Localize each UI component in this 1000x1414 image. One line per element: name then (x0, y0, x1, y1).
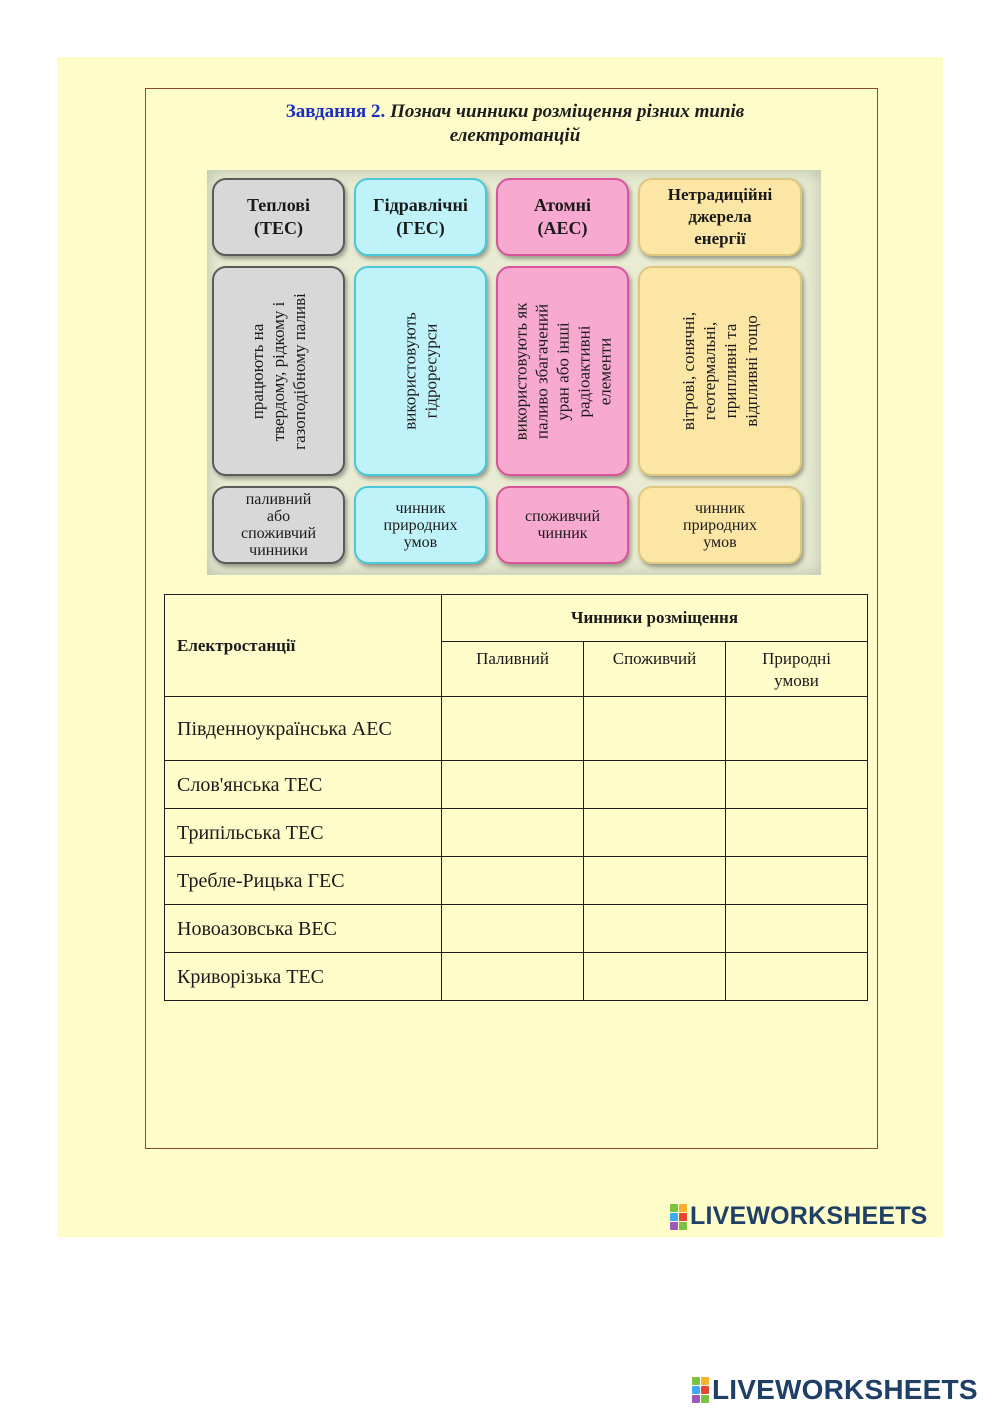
description-line: припливні та (720, 323, 740, 419)
description-line: працюють на (248, 323, 268, 419)
power-plant-types-diagram (207, 170, 821, 575)
answer-cell[interactable] (584, 905, 726, 953)
table-row (165, 761, 868, 809)
description-line: використовують (400, 312, 420, 430)
liveworksheets-logo-icon (692, 1377, 709, 1403)
answer-cell[interactable] (584, 857, 726, 905)
table-row (165, 857, 868, 905)
station-name: Південноукраїнська АЕС (165, 697, 442, 761)
header-line: джерела (688, 207, 752, 226)
description-line: уран або інші (553, 321, 572, 421)
description-line: елементи (595, 337, 614, 405)
description-line: використовують як (511, 302, 530, 440)
factor-column-header: Природні умови (726, 642, 868, 697)
table-row (165, 905, 868, 953)
header-hydro (354, 178, 487, 256)
station-column-header: Електростанції (165, 595, 442, 697)
station-name: Новоазовська ВЕС (165, 905, 442, 953)
factors-group-header: Чинники розміщення (442, 595, 868, 642)
task-label: Завдання 2. (285, 101, 386, 122)
answer-cell[interactable] (442, 857, 584, 905)
factor-line: природних (683, 516, 757, 534)
liveworksheets-logo-footer (692, 1374, 978, 1406)
description-thermal (212, 266, 345, 476)
header-nuclear (496, 178, 629, 256)
factor-line: споживчий (525, 508, 600, 525)
station-name: Слов'янська ТЕС (165, 761, 442, 809)
description-line: паливо збагачений (532, 303, 551, 439)
factor-line: або (266, 508, 291, 525)
factor-line: споживчий (241, 525, 316, 542)
header-line: (ГЕС) (396, 218, 445, 238)
station-name: Требле-Рицька ГЕС (165, 857, 442, 905)
answer-cell[interactable] (442, 809, 584, 857)
table-row (165, 953, 868, 1001)
factor-line: паливний (245, 491, 312, 508)
description-hydro (354, 266, 487, 476)
task-text-line1: Познач чинники розміщення різних типів (390, 101, 745, 122)
header-line: (ТЕС) (254, 218, 303, 238)
description-line: гідроресурси (421, 323, 441, 419)
answer-cell[interactable] (584, 953, 726, 1001)
header-line: (АЕС) (537, 218, 588, 238)
header-line: енергії (694, 229, 746, 248)
answer-cell[interactable] (726, 905, 868, 953)
answer-cell[interactable] (726, 809, 868, 857)
factor-line: природних (383, 516, 458, 534)
answer-cell[interactable] (442, 697, 584, 761)
header-thermal (212, 178, 345, 256)
description-nuclear (496, 266, 629, 476)
description-line: вітрові, сонячні, (678, 311, 698, 431)
answer-cell[interactable] (442, 953, 584, 1001)
answer-cell[interactable] (442, 905, 584, 953)
factor-line: чинник (537, 525, 588, 542)
description-line: радіоактивні (574, 325, 593, 417)
placement-factors-table (164, 594, 868, 1001)
brand-name: LIVEWORKSHEETS (712, 1374, 978, 1405)
factor-line: чинники (249, 542, 308, 559)
description-line: твердому, рідкому і (269, 301, 289, 441)
table-row (165, 697, 868, 761)
factor-line: чинник (694, 499, 746, 517)
header-line: Нетрадиційні (667, 185, 773, 204)
answer-cell[interactable] (584, 697, 726, 761)
brand-name: LIVEWORKSHEETS (690, 1202, 928, 1230)
factor-line: умов (703, 533, 737, 551)
factor-column-header: Паливний (442, 642, 584, 697)
description-line: газоподібному паливі (290, 292, 310, 450)
table-row (165, 809, 868, 857)
liveworksheets-logo (670, 1202, 928, 1231)
answer-cell[interactable] (726, 857, 868, 905)
description-line: геотермальні, (699, 321, 719, 421)
header-line: Теплові (246, 195, 311, 215)
factor-alternative (638, 486, 802, 564)
answer-cell[interactable] (726, 953, 868, 1001)
task-text-line2: електротанцій (449, 125, 581, 146)
factor-hydro (354, 486, 487, 564)
answer-cell[interactable] (726, 697, 868, 761)
station-name: Криворізька ТЕС (165, 953, 442, 1001)
header-line: Гідравлічні (373, 195, 468, 215)
factor-line: умов (403, 533, 438, 551)
description-alternative (638, 266, 802, 476)
answer-cell[interactable] (584, 809, 726, 857)
header-alternative (638, 178, 802, 256)
task-title (160, 100, 870, 148)
factor-thermal (212, 486, 345, 564)
answer-cell[interactable] (726, 761, 868, 809)
description-line: відпливні тощо (741, 315, 761, 427)
factor-line: чинник (395, 499, 446, 517)
answer-cell[interactable] (584, 761, 726, 809)
liveworksheets-logo-icon (670, 1204, 687, 1230)
station-name: Трипільська ТЕС (165, 809, 442, 857)
header-line: Атомні (534, 195, 591, 215)
factor-nuclear (496, 486, 629, 564)
answer-cell[interactable] (442, 761, 584, 809)
factor-column-header: Споживчий (584, 642, 726, 697)
